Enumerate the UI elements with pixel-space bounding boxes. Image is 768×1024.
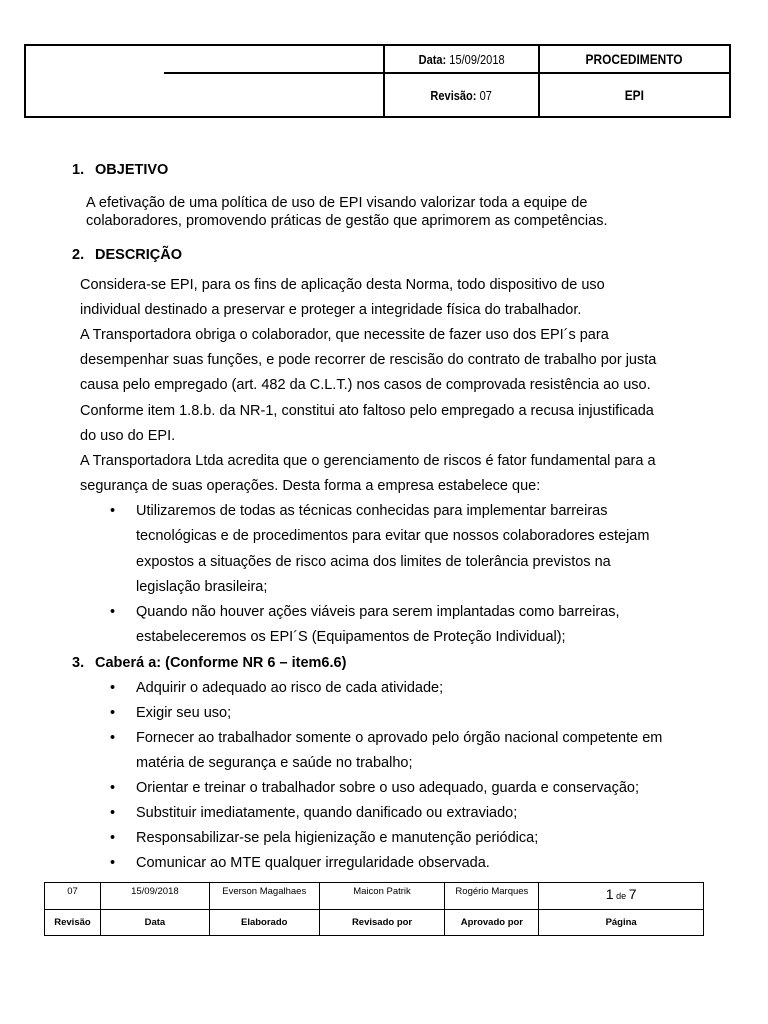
- section-number: 3.: [72, 655, 85, 671]
- footer-values-row: [45, 883, 704, 910]
- footer-reviewed-by-value: Maicon Patrik: [319, 883, 445, 910]
- revision-value: 07: [479, 87, 493, 103]
- revision-cell: [385, 74, 538, 116]
- date-value: 15/09/2018: [449, 51, 505, 67]
- paragraph-line: segurança de suas operações. Desta forma a empresa estabelece que:: [80, 478, 541, 494]
- paragraph-line: A Transportadora Ltda acredita que o gerenciamento de riscos é fator fundamental para a: [80, 453, 656, 469]
- document-footer-table: [44, 882, 704, 936]
- page-total: 7: [628, 886, 637, 902]
- footer-approved-by-value: Rogério Marques: [445, 883, 539, 910]
- footer-label: Revisão: [45, 910, 101, 936]
- paragraph-line: A Transportadora obriga o colaborador, que necessite de fazer uso dos EPI´s para: [80, 327, 609, 343]
- paragraph-line: A efetivação de uma política de uso de EPI visando valorizar toda a equipe de: [86, 195, 588, 211]
- page-separator: de: [616, 891, 627, 901]
- bullet-icon: •: [110, 830, 116, 846]
- footer-label: Aprovado por: [445, 910, 539, 936]
- bullet-icon: •: [110, 604, 116, 620]
- doc-type: PROCEDIMENTO: [586, 51, 683, 67]
- footer-date-value: 15/09/2018: [100, 883, 209, 910]
- footer-prepared-by-value: Everson Magalhaes: [209, 883, 319, 910]
- doc-type-cell: [540, 46, 729, 74]
- footer-revision-value: 07: [45, 883, 101, 910]
- bullet-icon: •: [110, 705, 116, 721]
- bullet-icon: •: [110, 680, 116, 696]
- bullet-icon: •: [110, 855, 116, 871]
- paragraph-line: causa pelo empregado (art. 482 da C.L.T.) nos casos de comprovada resistência ao uso.: [80, 377, 651, 393]
- section-number: 1.: [72, 162, 85, 178]
- bullet-icon: •: [110, 805, 116, 821]
- footer-labels-row: [45, 910, 704, 936]
- paragraph-line: Conforme item 1.8.b. da NR-1, constitui ato faltoso pelo empregado a recusa injustificada: [80, 403, 654, 419]
- paragraph-line: do uso do EPI.: [80, 428, 176, 444]
- bullet-icon: •: [110, 503, 116, 519]
- doc-code: EPI: [624, 87, 645, 103]
- section-title: Caberá a: (Conforme NR 6 – item6.6): [95, 655, 347, 671]
- date-label: Data:: [418, 51, 447, 67]
- section-heading-cabera: [72, 655, 346, 671]
- document-header: [24, 44, 731, 118]
- section-heading-objetivo: [72, 162, 168, 178]
- section-title: DESCRIÇÃO: [95, 247, 183, 263]
- section-heading-descricao: [72, 247, 182, 263]
- logo-area: [26, 46, 383, 116]
- footer-label: Elaborado: [209, 910, 319, 936]
- paragraph-line: colaboradores, promovendo práticas de gestão que aprimorem as competências.: [86, 213, 608, 229]
- date-cell: [385, 46, 538, 74]
- header-meta-column: [383, 46, 538, 116]
- header-title-column: [538, 46, 729, 116]
- doc-code-cell: [540, 74, 729, 116]
- section-title: OBJETIVO: [95, 162, 169, 178]
- page-current: 1: [605, 886, 614, 902]
- section-number: 2.: [72, 247, 85, 263]
- bullet-icon: •: [110, 730, 116, 746]
- paragraph-line: Considera-se EPI, para os fins de aplicação desta Norma, todo dispositivo de uso: [80, 277, 605, 293]
- paragraph-line: individual destinado a preservar e proteger a integridade física do trabalhador.: [80, 302, 582, 318]
- revision-label: Revisão:: [430, 87, 477, 103]
- footer-label: Data: [100, 910, 209, 936]
- footer-page-number: [539, 883, 704, 910]
- header-divider-line: [164, 72, 383, 74]
- footer-label: Página: [539, 910, 704, 936]
- footer-label: Revisado por: [319, 910, 445, 936]
- bullet-icon: •: [110, 780, 116, 796]
- paragraph-line: desempenhar suas funções, e pode recorrer de rescisão do contrato de trabalho por justa: [80, 352, 657, 368]
